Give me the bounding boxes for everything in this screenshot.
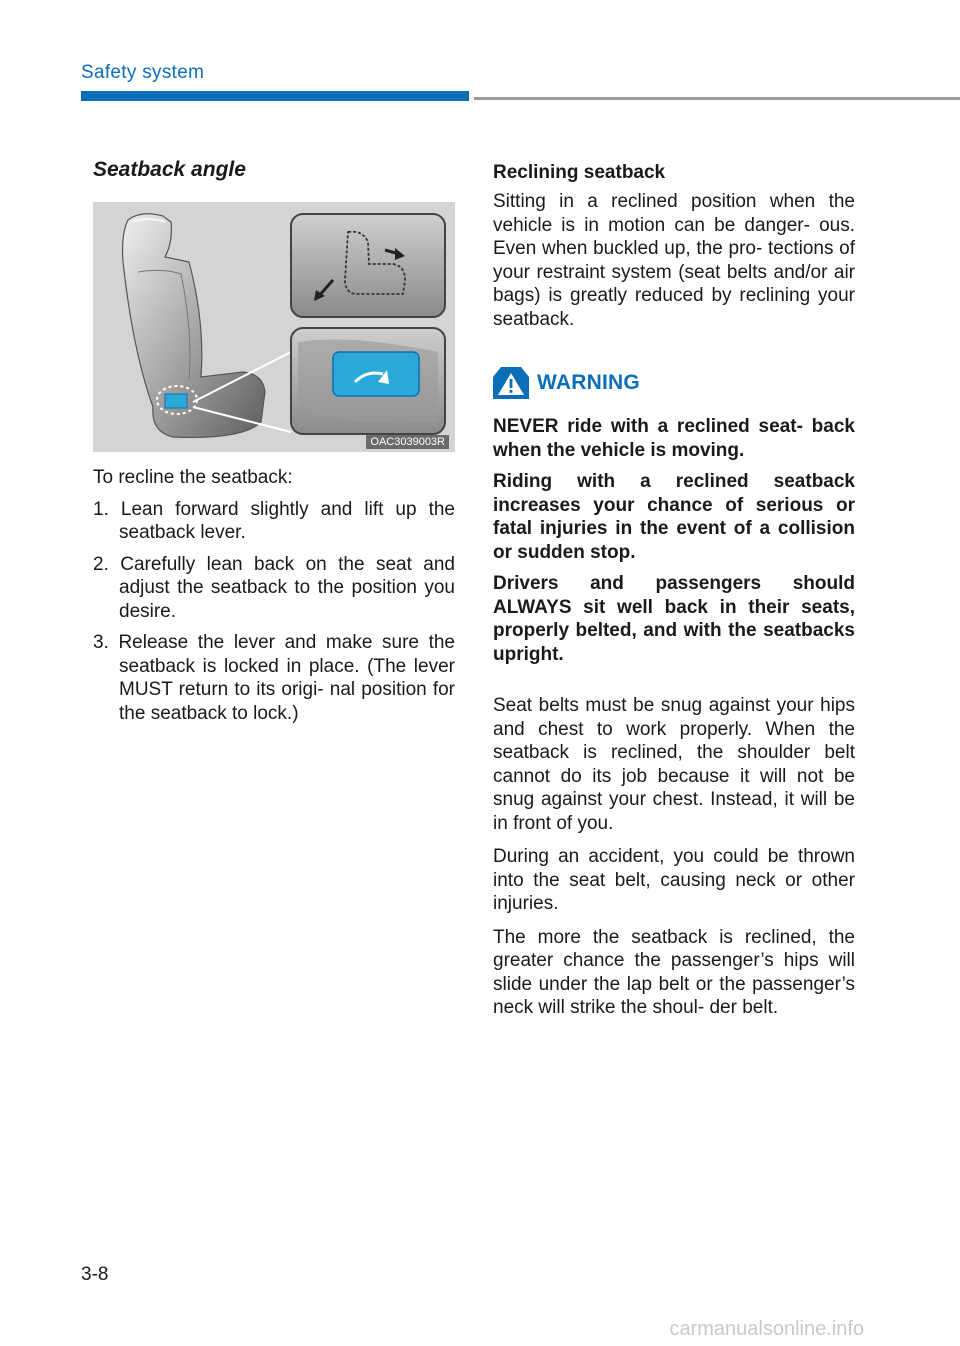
heading-reclining-seatback: Reclining seatback [493, 162, 666, 183]
right-column [493, 162, 855, 1030]
intro-text: To recline the seatback: [93, 467, 293, 488]
body-paragraphs [493, 694, 855, 1020]
steps-list [93, 498, 455, 726]
header-rule-gray [474, 97, 960, 100]
header-rule-blue [81, 91, 469, 101]
watermark: carmanualsonline.info [669, 1318, 864, 1340]
heading-seatback-angle: Seatback angle [93, 158, 246, 181]
seat-illustration [93, 202, 455, 452]
warning-header [493, 367, 855, 399]
warning-icon [493, 367, 529, 399]
warning-text: NEVER ride with a reclined seat- back when the vehicle is moving. [493, 416, 855, 461]
page-number: 3-8 [81, 1264, 109, 1285]
left-column [93, 158, 455, 733]
warning-title: WARNING [537, 371, 640, 394]
reclining-intro: Sitting in a reclined position when the vehicle is in motion can be danger- ous. Even when buckled up, the pro- tections of your restraint system (seat belts and/or air bags) is greatly reduced by reclining your seatback. [493, 191, 855, 330]
seat-drawing [93, 202, 455, 452]
body-paragraph: Seat belts must be snug against your hips and chest to work properly. When the seatback is reclined, the shoulder belt cannot do its job because it will not be snug against your chest. Instead, it will be in front of you. [493, 695, 855, 834]
figure-code: OAC3039003R [366, 435, 449, 449]
body-paragraph: The more the seatback is reclined, the greater chance the passenger’s hips will slide under the lap belt or the passenger’s neck will strike the shoul- der belt. [493, 926, 855, 1018]
step-item: 2. Carefully lean back on the seat and adjust the seatback to the position you desire. [93, 553, 455, 622]
section-title: Safety system [81, 62, 205, 83]
step-item: 3. Release the lever and make sure the seatback is locked in place. (The lever MUST return to its origi- nal position for the seatback to lock.) [93, 632, 455, 724]
step-item: 1. Lean forward slightly and lift up the seatback lever. [93, 498, 455, 543]
body-paragraph: During an accident, you could be thrown into the seat belt, causing neck or other injuries. [493, 846, 855, 914]
warning-text: Drivers and passengers should ALWAYS sit well back in their seats, properly belted, and with the seatbacks upright. [493, 573, 855, 665]
warning-text: Riding with a reclined seatback increases your chance of serious or fatal injuries in the event of a collision or sudden stop. [493, 471, 855, 563]
